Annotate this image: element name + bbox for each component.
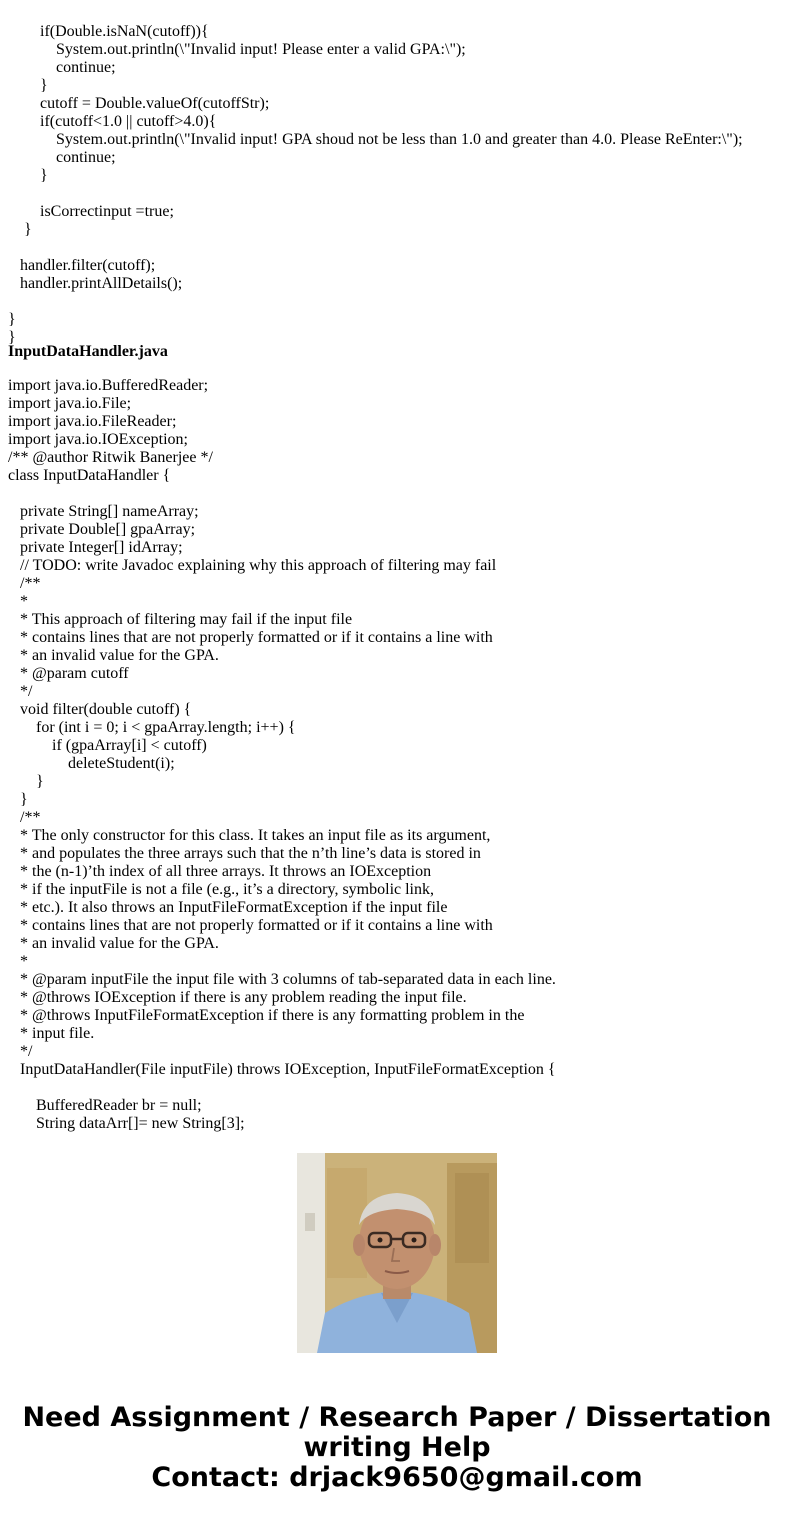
code-block-main-tail: if(Double.isNaN(cutoff)){ System.out.println(\"Invalid input! Please enter a valid GPA:\"); continue; } cutoff = Double.valueOf(cutoffStr); if(cutoff<1.0 || cutoff>4.0){ System.out.println(\"Invalid input! GPA shoud not be less than 1.0 and greater than 4.0. Please ReEnter:\"); continue; } isCorrectinput =true; } handler.filter(cutoff); handler.printAllDetails(); } }	[8, 23, 743, 346]
promo-line-1: Need Assignment / Research Paper / Dissertation	[22, 1402, 772, 1433]
author-avatar	[297, 1153, 497, 1353]
promo-contact: Contact: drjack9650@gmail.com	[151, 1462, 643, 1493]
author-portrait-image	[297, 1153, 497, 1353]
promo-line-2: writing Help	[303, 1432, 491, 1463]
file-heading: InputDataHandler.java	[8, 343, 168, 360]
code-block-input-data-handler: import java.io.BufferedReader; import java.io.File; import java.io.FileReader; import java.io.IOException; /** @author Ritwik Banerjee */ class InputDataHandler { private String[] nameArray; private Double[] gpaArray; private Integer[] idArray; // TODO: write Javadoc explaining why this approach of filtering may fail /** * * This approach of filtering may fail if the input file * contains lines that are not properly formatted or if it contains a line with * an invalid value for the GPA. * @param cutoff */ void filter(double cutoff) { for (int i = 0; i < gpaArray.length; i++) { if (gpaArray[i] < cutoff) deleteStudent(i); } } /** * The only constructor for this class. It takes an input file as its argument, * and populates the three arrays such that the n’th line’s data is stored in * the (n-1)’th index of all three arrays. It throws an IOException * if the inputFile is not a file (e.g., it’s a directory, symbolic link, * etc.). It also throws an InputFileFormatException if the input file * contains lines that are not properly formatted or if it contains a line with * an invalid value for the GPA. * * @param inputFile the input file with 3 columns of tab-separated data in each line. * @throws IOException if there is any problem reading the input file. * @throws InputFileFormatException if there is any formatting problem in the * input file. */ InputDataHandler(File inputFile) throws IOException, InputFileFormatException { BufferedReader br = null; String dataArr[]= new String[3];	[8, 377, 556, 1132]
promo-banner	[0, 1403, 794, 1493]
